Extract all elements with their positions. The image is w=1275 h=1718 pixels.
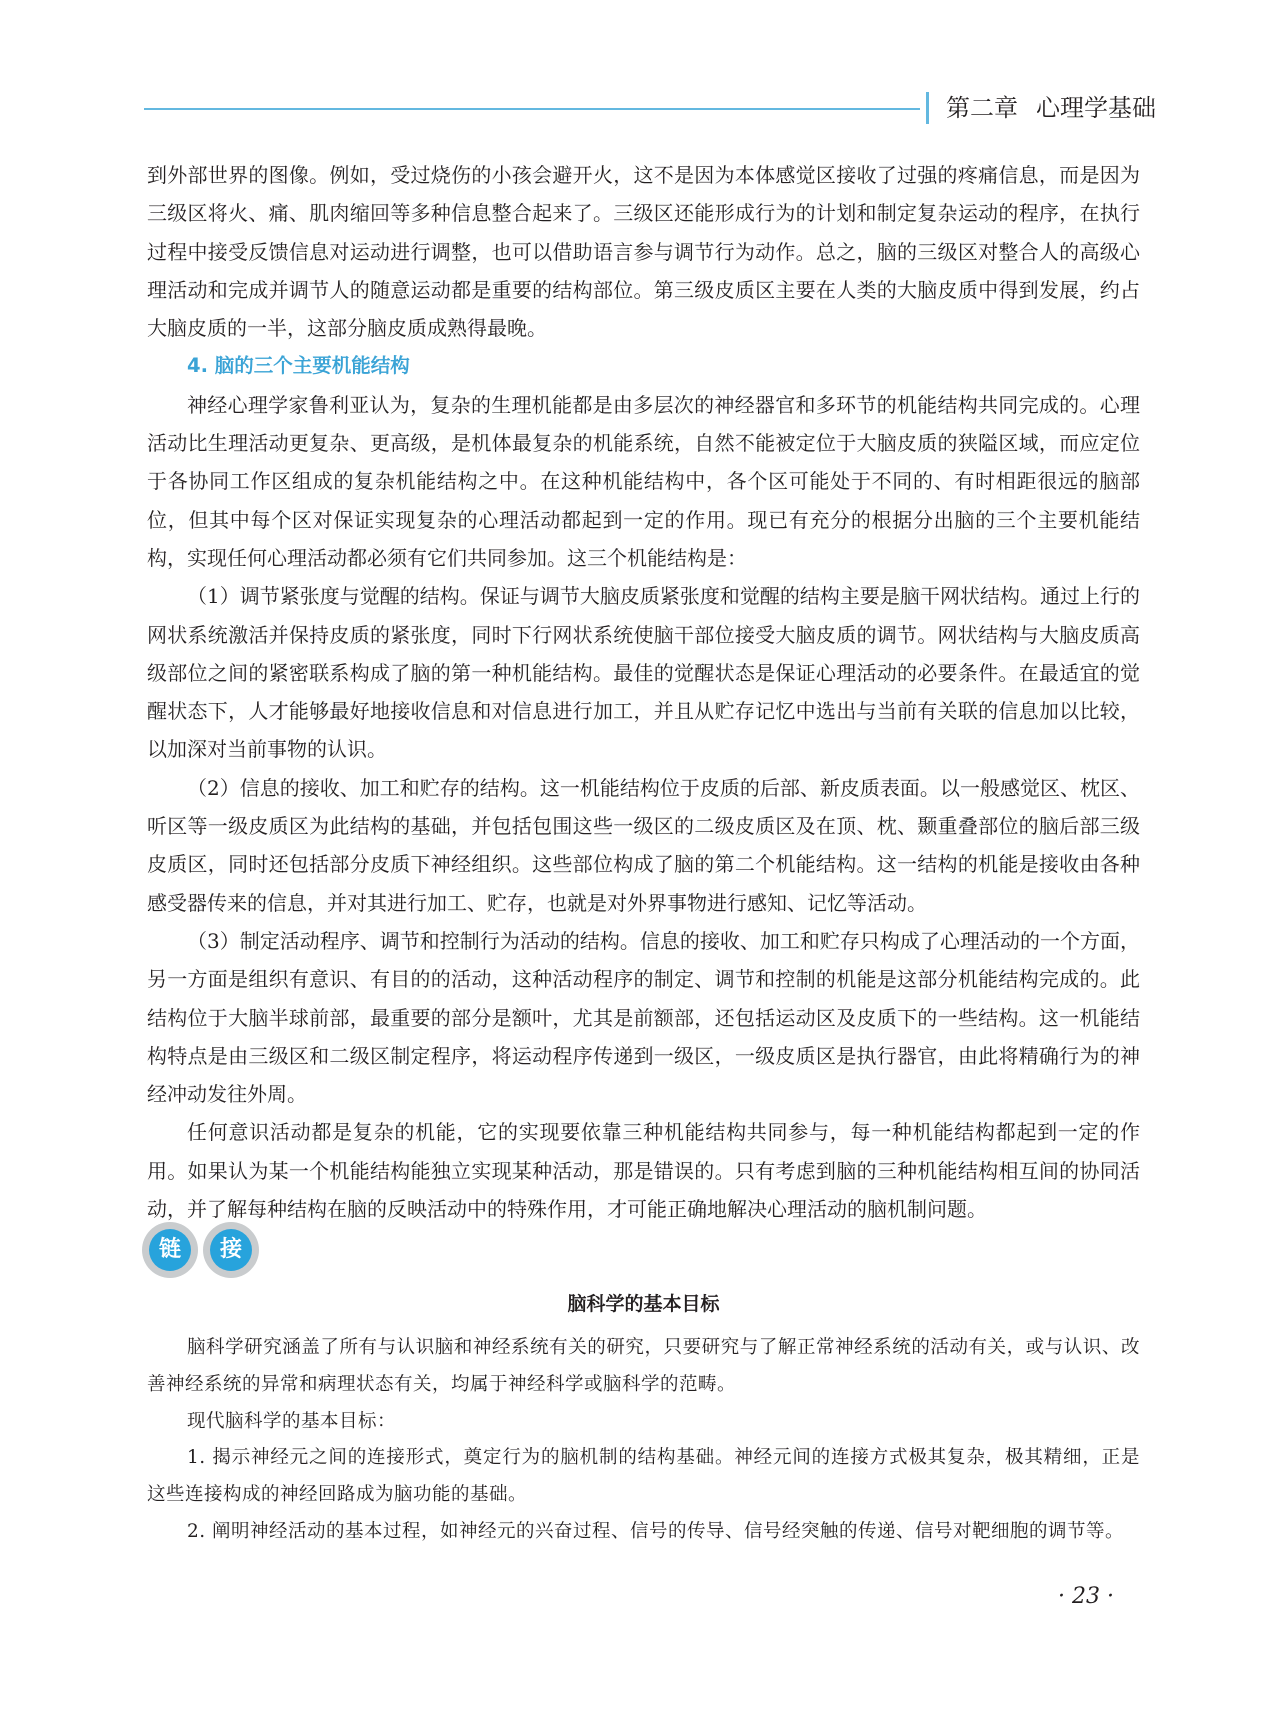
header-chapter-title: 心理学基础 bbox=[1036, 94, 1156, 122]
link-badge-label: 链 bbox=[149, 1229, 191, 1271]
link-paragraph: 1. 揭示神经元之间的连接形式，奠定行为的脑机制的结构基础。神经元间的连接方式极其复杂，极其精细，正是这些连接构成的神经回路成为脑功能的基础。 bbox=[147, 1447, 1140, 1506]
paragraph: 到外部世界的图像。例如，受过烧伤的小孩会避开火，这不是因为本体感觉区接收了过强的疼痛信息，而是因为三级区将火、痛、肌肉缩回等多种信息整合起来了。三级区还能形成行为的计划和制定复杂运动的程序，在执行过程中接受反馈信息对运动进行调整，也可以借助语言参与调节行为动作。总之，脑的三级区对整合人的高级心理活动和完成并调节人的随意运动都是重要的结构部位。第三级皮质区主要在人类的大脑皮质中得到发展，约占大脑皮质的一半，这部分脑皮质成熟得最晚。 bbox=[147, 163, 1140, 341]
paragraph: 任何意识活动都是复杂的机能，它的实现要依靠三种机能结构共同参与，每一种机能结构都起到一定的作用。如果认为某一个机能结构能独立实现某种活动，那是错误的。只有考虑到脑的三种机能结构相互间的协同活动，并了解每种结构在脑的反映活动中的特殊作用，才可能正确地解决心理活动的脑机制问题。 bbox=[147, 1120, 1140, 1222]
paragraph: （2）信息的接收、加工和贮存的结构。这一机能结构位于皮质的后部、新皮质表面。以一般感觉区、枕区、听区等一级皮质区为此结构的基础，并包括包围这些一级区的二级皮质区及在顶、枕、颞重叠部位的脑后部三级皮质区，同时还包括部分皮质下神经组织。这些部位构成了脑的第二个机能结构。这一结构的机能是接收由各种感受器传来的信息，并对其进行加工、贮存，也就是对外界事物进行感知、记忆等活动。 bbox=[147, 775, 1140, 915]
link-box-text bbox=[147, 1330, 1140, 1551]
paragraph: （1）调节紧张度与觉醒的结构。保证与调节大脑皮质紧张度和觉醒的结构主要是脑干网状结构。通过上行的网状系统激活并保持皮质的紧张度，同时下行网状系统使脑干部位接受大脑皮质的调节。网状结构与大脑皮质高级部位之间的紧密联系构成了脑的第一种机能结构。最佳的觉醒状态是保证心理活动的必要条件。在最适宜的觉醒状态下，人才能够最好地接收信息和对信息进行加工，并且从贮存记忆中选出与当前有关联的信息加以比较，以加深对当前事物的认识。 bbox=[147, 584, 1140, 762]
section-heading: 4. 脑的三个主要机能结构 bbox=[187, 354, 410, 378]
page-number: · 23 · bbox=[1058, 1584, 1114, 1609]
link-paragraph: 现代脑科学的基本目标： bbox=[187, 1410, 397, 1432]
link-box-title: 脑科学的基本目标 bbox=[567, 1293, 720, 1315]
link-paragraph: 脑科学研究涵盖了所有与认识脑和神经系统有关的研究，只要研究与了解正常神经系统的活动有关，或与认识、改善神经系统的异常和病理状态有关，均属于神经科学或脑科学的范畴。 bbox=[147, 1337, 1140, 1395]
link-badge-label: 接 bbox=[210, 1229, 252, 1271]
link-paragraph: 2. 阐明神经活动的基本过程，如神经元的兴奋过程、信号的传导、信号经突触的传递、信号对靶细胞的调节等。 bbox=[187, 1520, 1125, 1542]
header-divider bbox=[926, 92, 929, 124]
header-rule bbox=[144, 108, 920, 110]
paragraph: （3）制定活动程序、调节和控制行为活动的结构。信息的接收、加工和贮存只构成了心理活动的一个方面，另一方面是组织有意识、有目的的活动，这种活动程序的制定、调节和控制的机能是这部分机能结构完成的。此结构位于大脑半球前部，最重要的部分是额叶，尤其是前额部，还包括运动区及皮质下的一些结构。这一机能结构特点是由三级区和二级区制定程序，将运动程序传递到一级区，一级皮质区是执行器官，由此将精确行为的神经冲动发往外周。 bbox=[147, 928, 1140, 1107]
running-header bbox=[946, 92, 1156, 124]
link-badge bbox=[203, 1222, 259, 1278]
main-text bbox=[147, 156, 1140, 1228]
header-chapter-number: 第二章 bbox=[946, 94, 1018, 122]
paragraph: 神经心理学家鲁利亚认为，复杂的生理机能都是由多层次的神经器官和多环节的机能结构共同完成的。心理活动比生理活动更复杂、更高级，是机体最复杂的机能系统，自然不能被定位于大脑皮质的狭隘区域，而应定位于各协同工作区组成的复杂机能结构之中。在这种机能结构中，各个区可能处于不同的、有时相距很远的脑部位，但其中每个区对保证实现复杂的心理活动都起到一定的作用。现已有充分的根据分出脑的三个主要机能结构，实现任何心理活动都必须有它们共同参加。这三个机能结构是： bbox=[147, 392, 1140, 570]
link-badge bbox=[142, 1222, 198, 1278]
